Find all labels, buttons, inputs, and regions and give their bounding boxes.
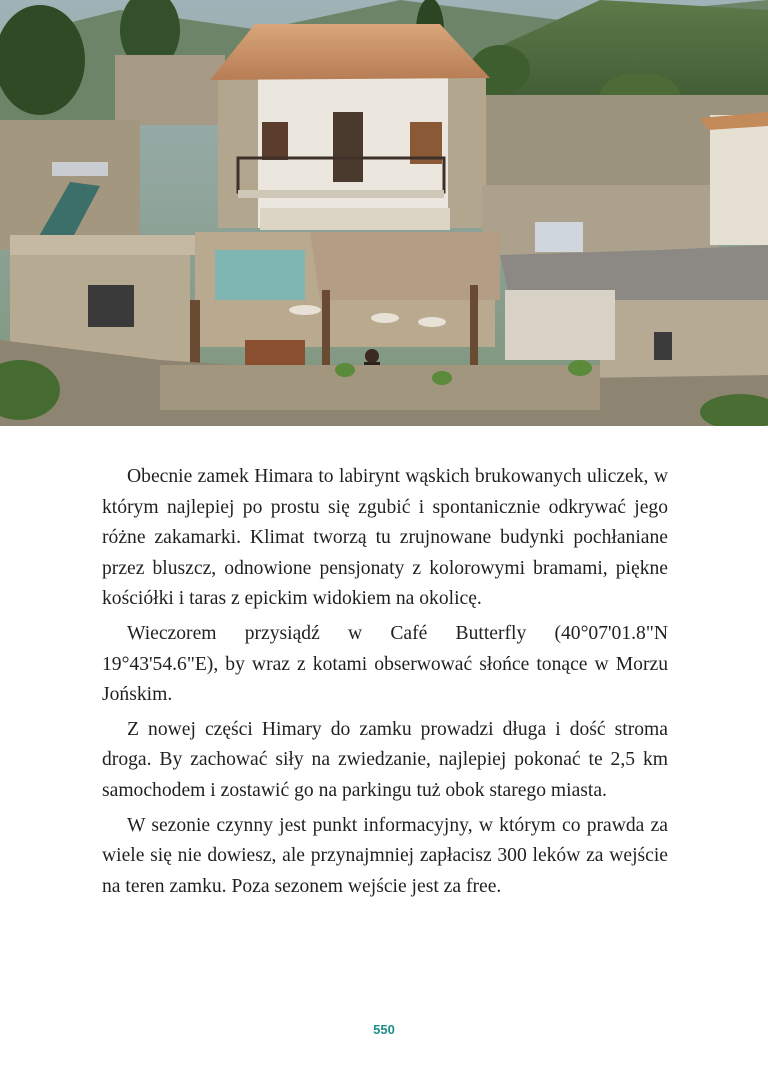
paragraph-information-point: W sezonie czynny jest punkt informacyjny, w którym co prawda za wiele się nie dowiesz, ale przynajmniej zapłacisz 300 leków za wejście na teren zamku. Poza sezonem wejście jest za free. [102, 814, 668, 897]
paragraph-road-to-castle: Z nowej części Himary do zamku prowadzi długa i dość stroma droga. By zachować siły na zwiedzanie, najlepiej pokonać te 2,5 km samochodem i zostawić go na parkingu tuż obok starego miasta. [102, 718, 668, 801]
paragraph-castle-intro: Obecnie zamek Himara to labirynt wąskich brukowanych uliczek, w którym najlepiej po prostu się zgubić i spontanicznie odkrywać jego różne zakamarki. Klimat tworzą tu zrujnowane budynki pochłaniane przez bluszcz, odnowione pensjonaty z kolorowymi bramami, piękne kościółki i taras z epickim widokiem na okolicę. [102, 466, 668, 610]
paragraph-cafe-butterfly: Wieczorem przysiądź w Café Butterfly (40°07'01.8"N 19°43'54.6"E), by wraz z kotami obserwować słońce tonące w Morzu Jońskim. [102, 622, 668, 706]
page-number: 550 [373, 1022, 395, 1037]
article-body [102, 462, 668, 906]
guesthouse-photo [0, 0, 768, 426]
hero-photo [0, 0, 768, 426]
